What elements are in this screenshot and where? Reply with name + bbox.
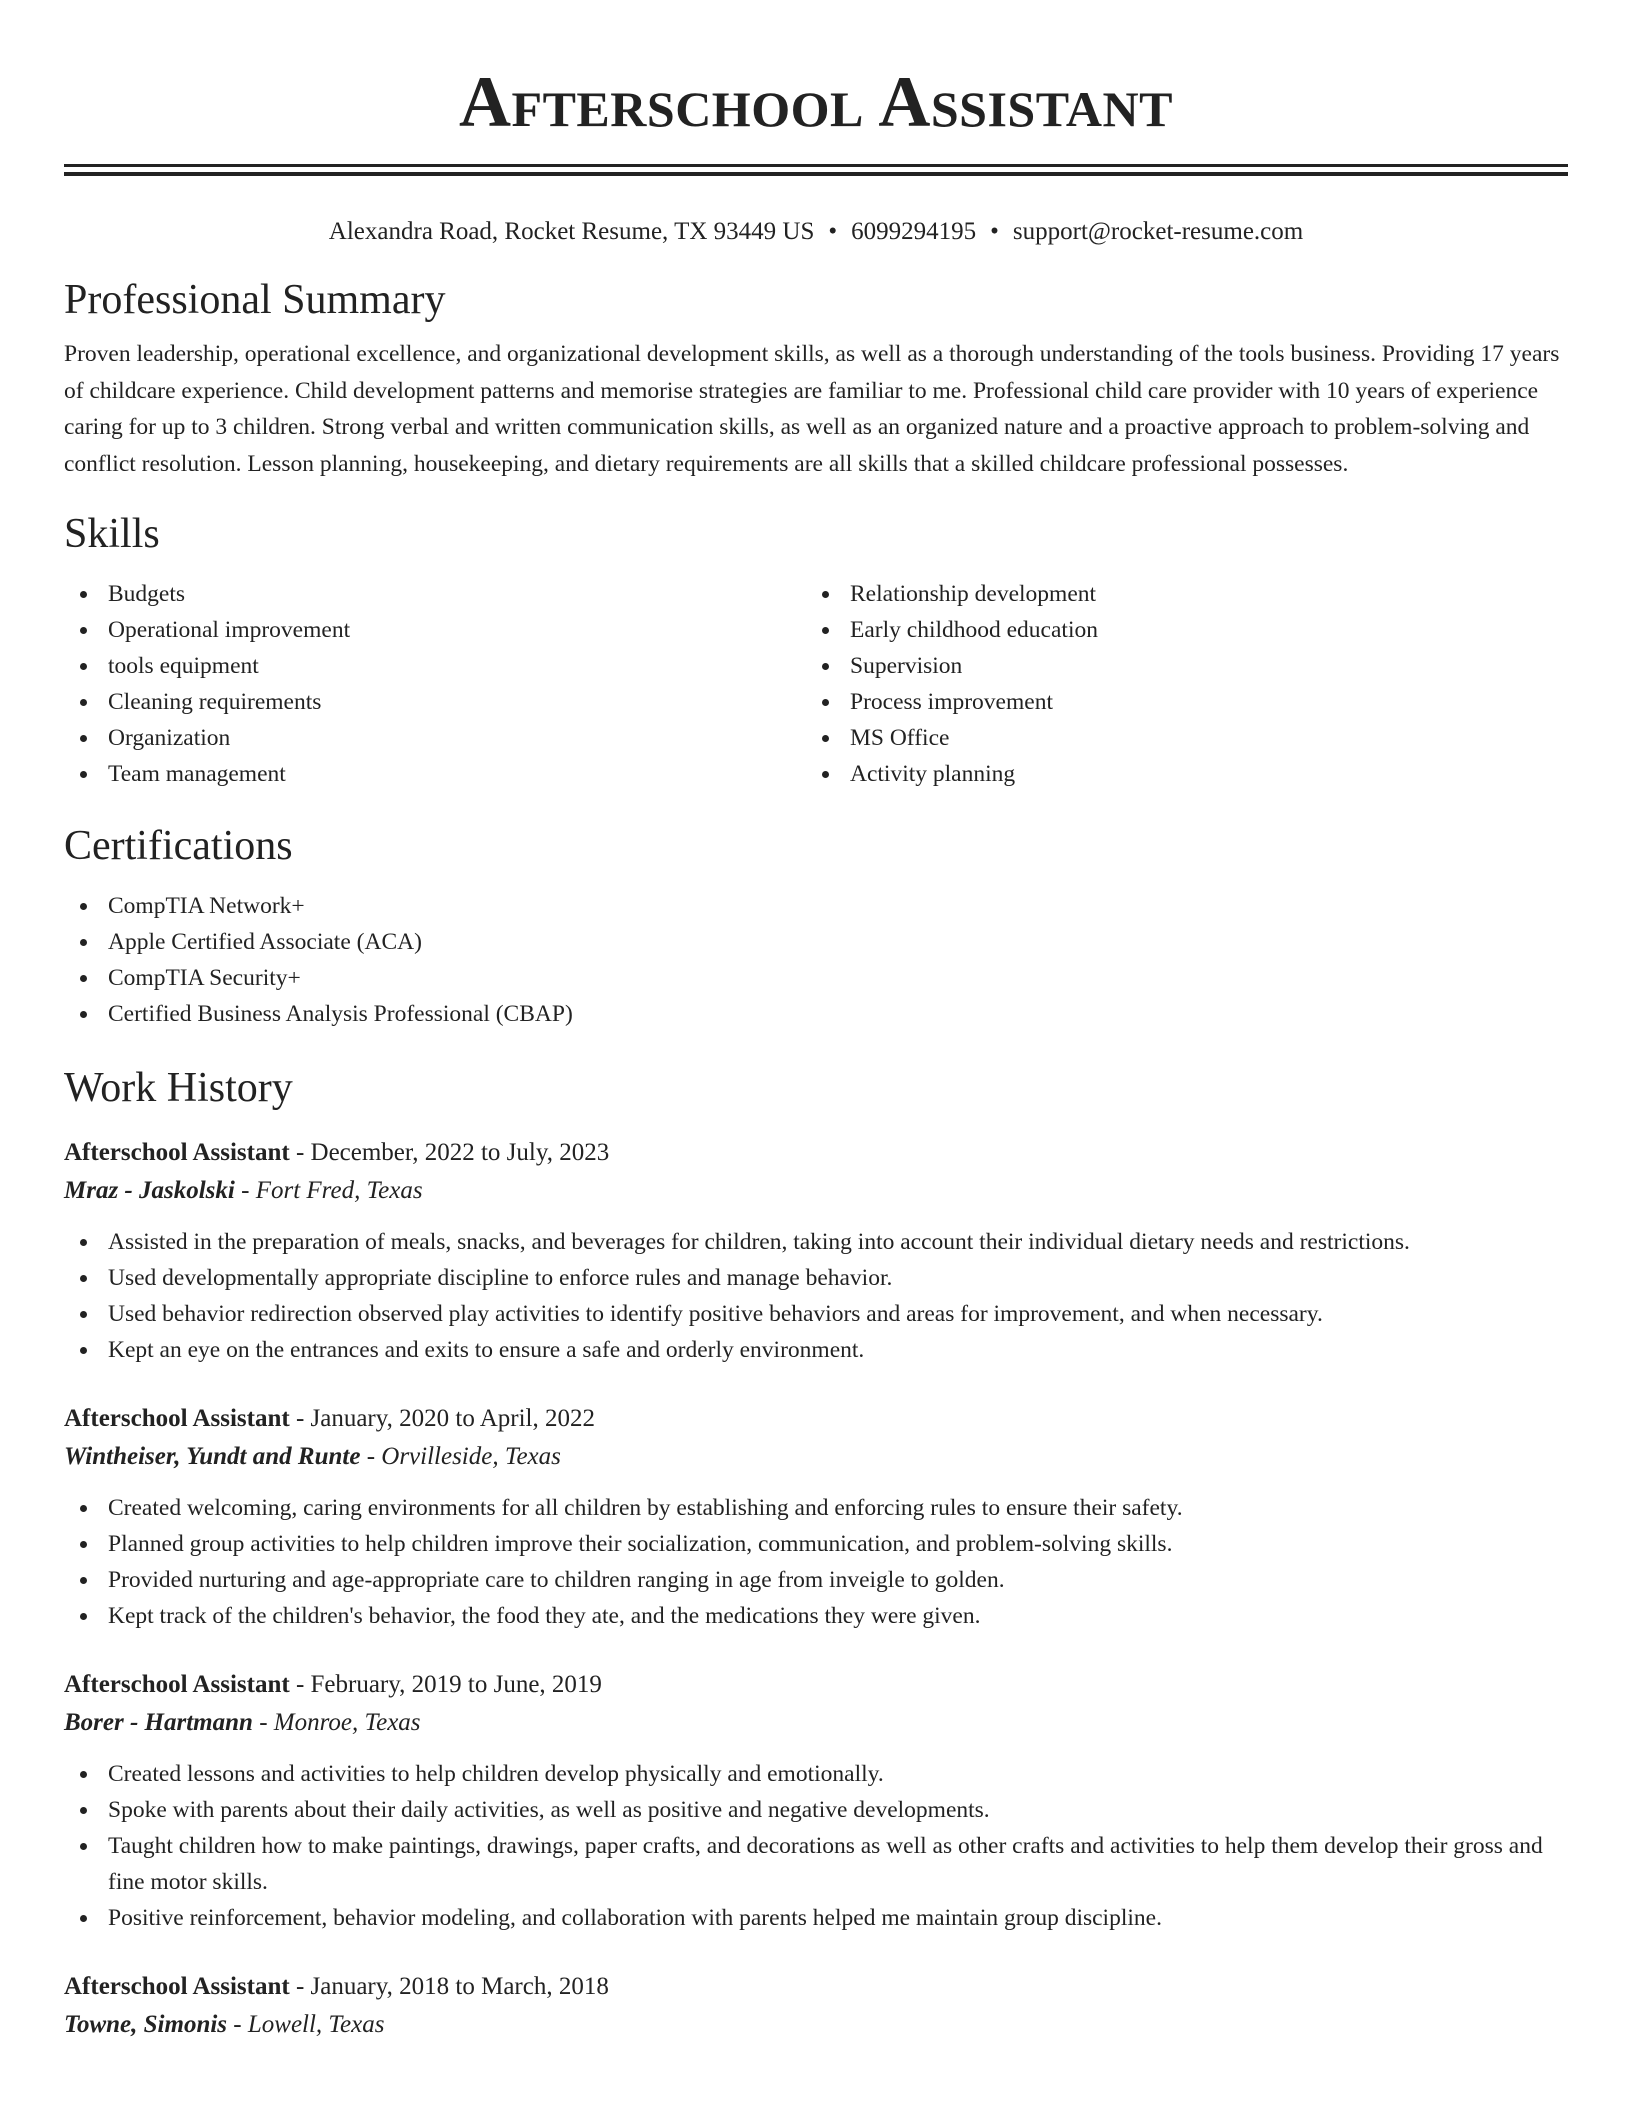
job-entry (64, 1134, 1568, 1368)
job-entry (64, 1666, 1568, 1936)
skills-columns (64, 576, 1568, 792)
skill-item: tools equipment (64, 648, 806, 684)
job-dates: December, 2022 to July, 2023 (310, 1139, 610, 1166)
job-bullet: Planned group activities to help children improve their socialization, communication, and problem-solving skills. (64, 1526, 1568, 1562)
job-title: Afterschool Assistant (64, 1405, 290, 1432)
job-title-line: Afterschool Assistant - February, 2019 to June, 2019 (64, 1671, 602, 1698)
job-company-line: Wintheiser, Yundt and Runte - Orvilleside, Texas (64, 1443, 561, 1470)
job-bullet: Used behavior redirection observed play activities to identify positive behaviors and areas for improvement, and when necessary. (64, 1296, 1568, 1332)
contact-separator: • (828, 218, 838, 245)
job-company: Borer - Hartmann (64, 1709, 253, 1736)
job-bullet: Provided nurturing and age-appropriate care to children ranging in age from inveigle to golden. (64, 1562, 1568, 1598)
contact-phone: 6099294195 (851, 218, 977, 245)
contact-line (64, 212, 1568, 252)
job-company: Towne, Simonis (64, 2011, 228, 2038)
certification-item: Certified Business Analysis Professional (CBAP) (64, 996, 1568, 1032)
skill-item: Budgets (64, 576, 806, 612)
job-bullets (64, 1756, 1568, 1936)
resume-title: Afterschool Assistant (459, 62, 1173, 142)
skills-list-left (64, 576, 806, 792)
job-bullet: Used developmentally appropriate discipline to enforce rules and manage behavior. (64, 1260, 1568, 1296)
job-company-line: Towne, Simonis - Lowell, Texas (64, 2011, 385, 2038)
job-bullet: Created lessons and activities to help children develop physically and emotionally. (64, 1756, 1568, 1792)
job-bullet: Taught children how to make paintings, drawings, paper crafts, and decorations as well as other crafts and activities to help them develop their gross and fine motor skills. (64, 1828, 1568, 1900)
certifications-list (64, 888, 1568, 1032)
job-entry (64, 1400, 1568, 1634)
work-history-heading: Work History (64, 1065, 293, 1111)
certifications-heading: Certifications (64, 823, 293, 869)
job-title-line: Afterschool Assistant - January, 2018 to March, 2018 (64, 1973, 609, 2000)
skill-item: Relationship development (806, 576, 1548, 612)
job-bullet: Spoke with parents about their daily activities, as well as positive and negative developments. (64, 1792, 1568, 1828)
skills-list-right (806, 576, 1548, 792)
job-dates: January, 2018 to March, 2018 (310, 1973, 609, 2000)
rule-line-bottom (64, 172, 1568, 176)
job-dates: February, 2019 to June, 2019 (310, 1671, 602, 1698)
skill-item: Operational improvement (64, 612, 806, 648)
job-bullets (64, 1224, 1568, 1368)
job-company-line: Borer - Hartmann - Monroe, Texas (64, 1709, 421, 1736)
job-company: Wintheiser, Yundt and Runte (64, 1443, 361, 1470)
summary-text: Proven leadership, operational excellence, and organizational development skills, as well as a thorough understanding of the tools business. Providing 17 years of childcare experience. Child development patterns and memorise strategies are familiar to me. Professional child care provider with 10 years of experience caring for up to 3 children. Strong verbal and written communication skills, as well as an organized nature and a proactive approach to problem-solving and conflict resolution. Lesson planning, housekeeping, and dietary requirements are all skills that a skilled childcare professional possesses. (64, 341, 1560, 477)
skills-heading: Skills (64, 511, 160, 557)
title-double-rule (64, 164, 1568, 176)
skill-item: Organization (64, 720, 806, 756)
contact-separator: • (990, 218, 999, 245)
contact-email: support@rocket-resume.com (1012, 218, 1304, 245)
job-location: Lowell, Texas (247, 2011, 385, 2038)
job-title-line: Afterschool Assistant - January, 2020 to April, 2022 (64, 1405, 595, 1432)
job-title: Afterschool Assistant (64, 1671, 290, 1698)
job-bullet: Created welcoming, caring environments for all children by establishing and enforcing rules to ensure their safety. (64, 1490, 1568, 1526)
summary-heading: Professional Summary (64, 277, 446, 323)
skill-item: Supervision (806, 648, 1548, 684)
skill-item: Activity planning (806, 756, 1548, 792)
job-title-line: Afterschool Assistant - December, 2022 to July, 2023 (64, 1139, 610, 1166)
job-bullet: Positive reinforcement, behavior modeling, and collaboration with parents helped me maintain group discipline. (64, 1900, 1568, 1936)
job-title: Afterschool Assistant (64, 1973, 290, 2000)
skill-item: Team management (64, 756, 806, 792)
skill-item: Process improvement (806, 684, 1548, 720)
job-location: Orvilleside, Texas (381, 1443, 561, 1470)
job-title: Afterschool Assistant (64, 1139, 290, 1166)
contact-address: Alexandra Road, Rocket Resume, TX 93449 US (328, 218, 815, 245)
job-bullets (64, 1490, 1568, 1634)
skill-item: MS Office (806, 720, 1548, 756)
certification-item: Apple Certified Associate (ACA) (64, 924, 1568, 960)
job-entry (64, 1968, 1568, 2044)
job-dates: January, 2020 to April, 2022 (310, 1405, 595, 1432)
job-location: Monroe, Texas (273, 1709, 421, 1736)
job-location: Fort Fred, Texas (255, 1177, 423, 1204)
certification-item: CompTIA Security+ (64, 960, 1568, 996)
job-bullet: Kept an eye on the entrances and exits to ensure a safe and orderly environment. (64, 1332, 1568, 1368)
certification-item: CompTIA Network+ (64, 888, 1568, 924)
skill-item: Cleaning requirements (64, 684, 806, 720)
job-bullet: Assisted in the preparation of meals, snacks, and beverages for children, taking into account their individual dietary needs and restrictions. (64, 1224, 1568, 1260)
job-company-line: Mraz - Jaskolski - Fort Fred, Texas (64, 1177, 423, 1204)
job-bullet: Kept track of the children's behavior, the food they ate, and the medications they were given. (64, 1598, 1568, 1634)
job-company: Mraz - Jaskolski (64, 1177, 235, 1204)
skill-item: Early childhood education (806, 612, 1548, 648)
